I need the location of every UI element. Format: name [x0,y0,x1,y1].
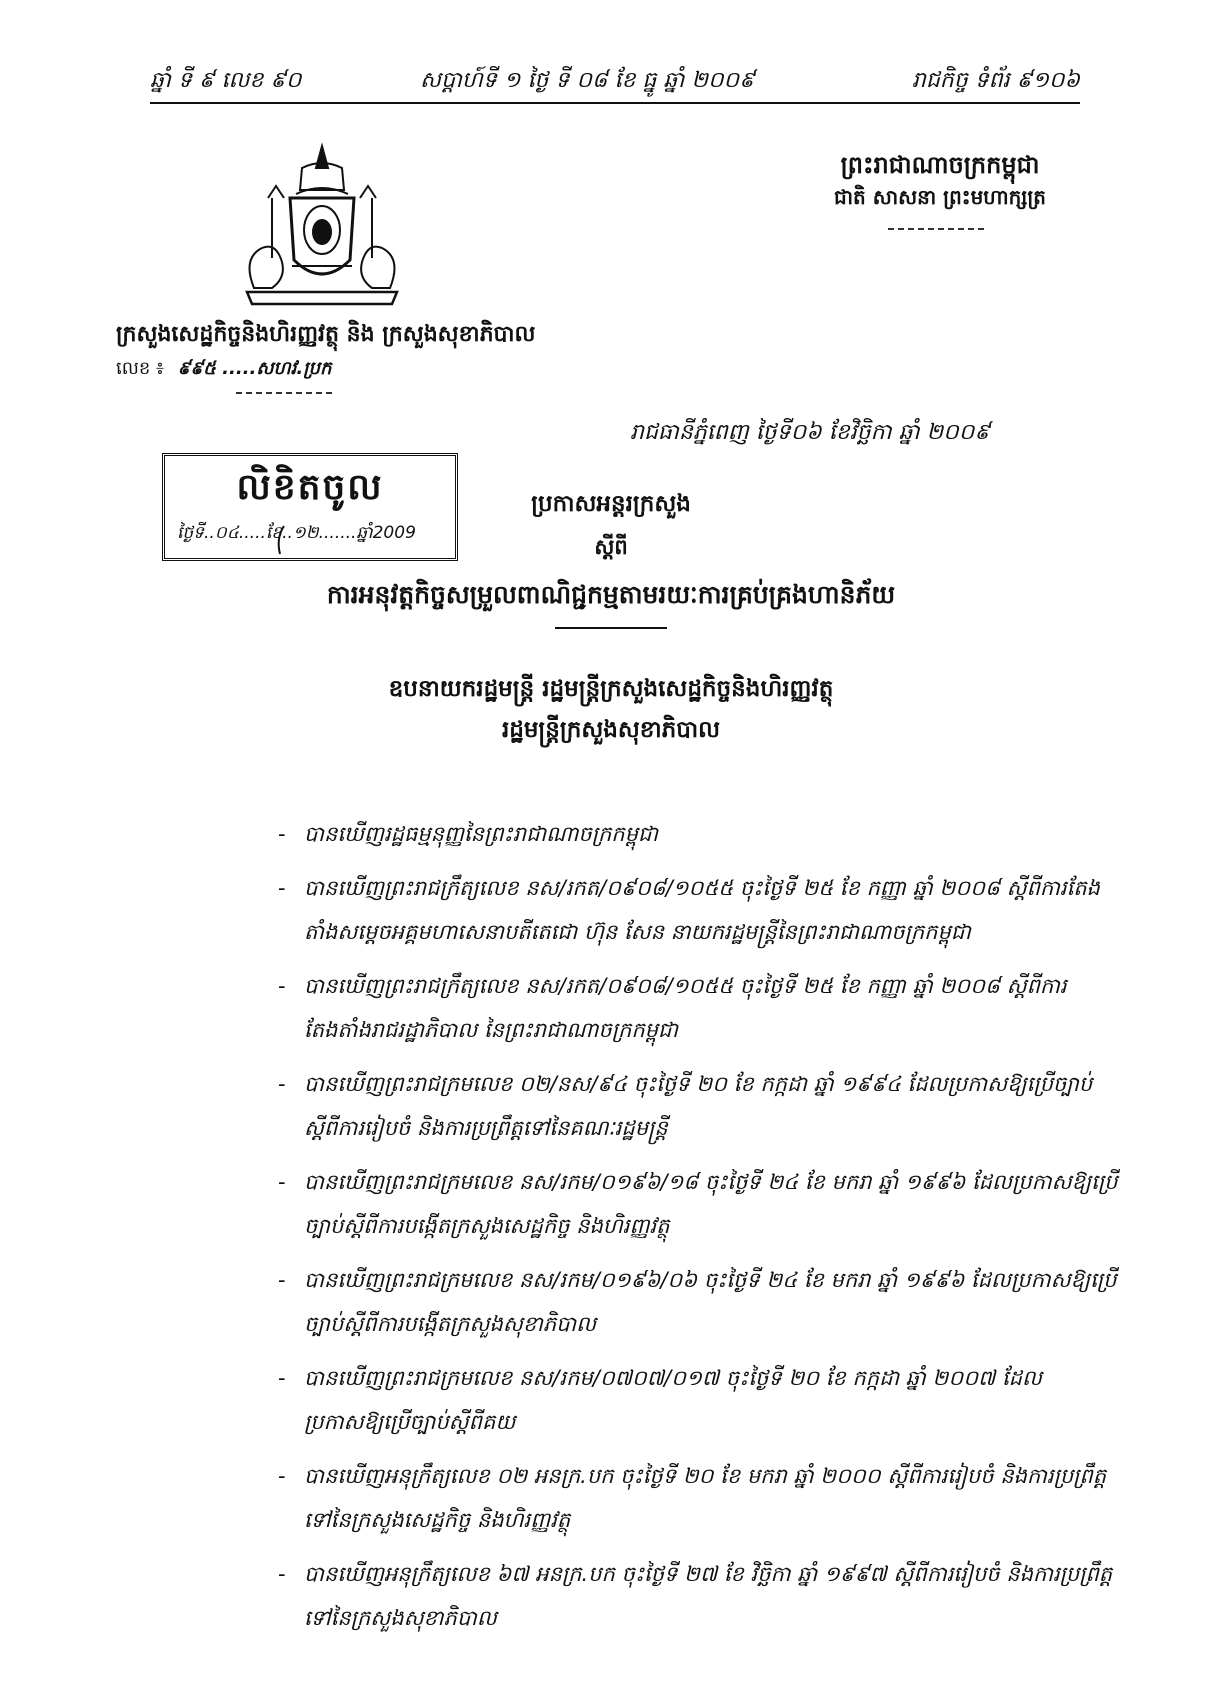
gazette-week-date: សប្តាហ៍ទី ១ ថ្ងៃ ទី ០៨ ខែ ធ្នូ ឆ្នាំ ២០០៩ [420,68,755,93]
gazette-header [150,62,1080,104]
authority-line-1: ឧបនាយករដ្ឋមន្ត្រី រដ្ឋមន្ត្រីក្រសួងសេដ្ឋកិច្ចនិងហិរញ្ញវត្ថុ [388,676,834,702]
proclamation-subject: ការអនុវត្តកិច្ចសម្រួលពាណិជ្ជកម្មតាមរយៈការគ្រប់គ្រងហានិភ័យ [326,580,896,609]
proclamation-about: ស្តីពី [594,535,628,559]
reference-value: ៩៩៥ .....សហវ.ប្រក [177,358,332,379]
stamp-received-date: ថ្ងៃទី..០៤.....ខែ..១២.......ឆ្នាំ2009 [177,523,416,543]
list-item: - បានឃើញព្រះរាជក្រមលេខ នស/រកម/០៧០៧/០១៧ ចុះថ្ងៃទី ២០ ខែ កក្កដា ឆ្នាំ ២០០៧ ដែលប្រកាសឱ្យប្រើច្បាប់ស្តីពីគយ [278,1356,1118,1444]
list-item: - បានឃើញអនុក្រឹត្យលេខ ៦៧ អនក្រ.បក ចុះថ្ងៃទី ២៧ ខែ វិច្ឆិកា ឆ្នាំ ១៩៩៧ ស្តីពីការរៀបចំ និងការប្រព្រឹត្តទៅនៃក្រសួងសុខាភិបាល [278,1552,1118,1640]
reference-number [116,356,331,383]
list-item: - បានឃើញអនុក្រឹត្យលេខ ០២ អនក្រ.បក ចុះថ្ងៃទី ២០ ខែ មករា ឆ្នាំ ២០០០ ស្តីពីការរៀបចំ និងការប្រព្រឹត្តទៅនៃក្រសួងសេដ្ឋកិច្ច និងហិរញ្ញវត្ថុ [278,1454,1118,1542]
issuing-ministries: ក្រសួងសេដ្ឋកិច្ចនិងហិរញ្ញវត្ថុ និង ក្រសួងសុខាភិបាល [116,322,536,347]
gazette-year-issue: ឆ្នាំ ទី ៩ លេខ ៩០ [150,68,302,93]
list-item: - បានឃើញព្រះរាជក្រមលេខ នស/រកម/០១៩៦/១៨ ចុះថ្ងៃទី ២៤ ខែ មករា ឆ្នាំ ១៩៩៦ ដែលប្រកាសឱ្យប្រើច្បាប់ស្តីពីការបង្កើតក្រសួងសេដ្ឋកិច្ច និងហិរញ្ញវត្ថុ [278,1160,1118,1248]
title-divider [555,627,667,629]
issue-date-line: រាជធានីភ្នំពេញ ថ្ងៃទី០៦ ខែវិច្ឆិកា ឆ្នាំ ២០០៩ [630,420,990,445]
authority-line-2: រដ្ឋមន្ត្រីក្រសួងសុខាភិបាល [501,717,721,743]
national-motto: ជាតិ សាសនា ព្រះមហាក្សត្រ [834,185,1046,209]
motto-ornament-divider [888,228,984,230]
reference-label: លេខ ៖ [116,358,164,379]
list-item: - បានឃើញព្រះរាជក្រឹត្យលេខ នស/រកត/០៩០៨/១០៥៥ ចុះថ្ងៃទី ២៥ ខែ កញ្ញា ឆ្នាំ ២០០៨ ស្តីពីការតែងតាំងរាជរដ្ឋាភិបាល នៃព្រះរាជាណាចក្រកម្ពុជា [278,964,1118,1052]
proclamation-type: ប្រកាសអន្តរក្រសួង [531,491,691,517]
list-item: - បានឃើញព្រះរាជក្រមលេខ ០២/នស/៩៤ ចុះថ្ងៃទី ២០ ខែ កក្កដា ឆ្នាំ ១៩៩៤ ដែលប្រកាសឱ្យប្រើច្បាប់ស្តីពីការរៀបចំ និងការប្រព្រឹត្តទៅនៃគណៈរដ្ឋមន្ត្រី [278,1062,1118,1150]
list-item: - បានឃើញព្រះរាជក្រឹត្យលេខ នស/រកត/០៩០៨/១០៥៥ ចុះថ្ងៃទី ២៥ ខែ កញ្ញា ឆ្នាំ ២០០៨ ស្តីពីការតែងតាំងសម្តេចអគ្គមហាសេនាបតីតេជោ ហ៊ុន សែន នាយករដ្ឋមន្ត្រីនៃព្រះរាជាណាចក្រកម្ពុជា [278,866,1118,954]
legal-basis-list [278,812,1118,1650]
list-item: - បានឃើញរដ្ឋធម្មនុញ្ញនៃព្រះរាជាណាចក្រកម្ពុជា [278,812,1118,856]
ministry-ornament-divider [236,392,332,394]
kingdom-name: ព្រះរាជាណាចក្រកម្ពុជា [840,151,1040,179]
gazette-page-number: រាជកិច្ច ទំព័រ ៩១០៦ [911,68,1080,93]
list-item: - បានឃើញព្រះរាជក្រមលេខ នស/រកម/០១៩៦/០៦ ចុះថ្ងៃទី ២៤ ខែ មករា ឆ្នាំ ១៩៩៦ ដែលប្រកាសឱ្យប្រើច្បាប់ស្តីពីការបង្កើតក្រសួងសុខាភិបាល [278,1258,1118,1346]
royal-coat-of-arms-emblem [232,138,412,308]
stamp-title: លិខិតចូល [236,467,384,508]
